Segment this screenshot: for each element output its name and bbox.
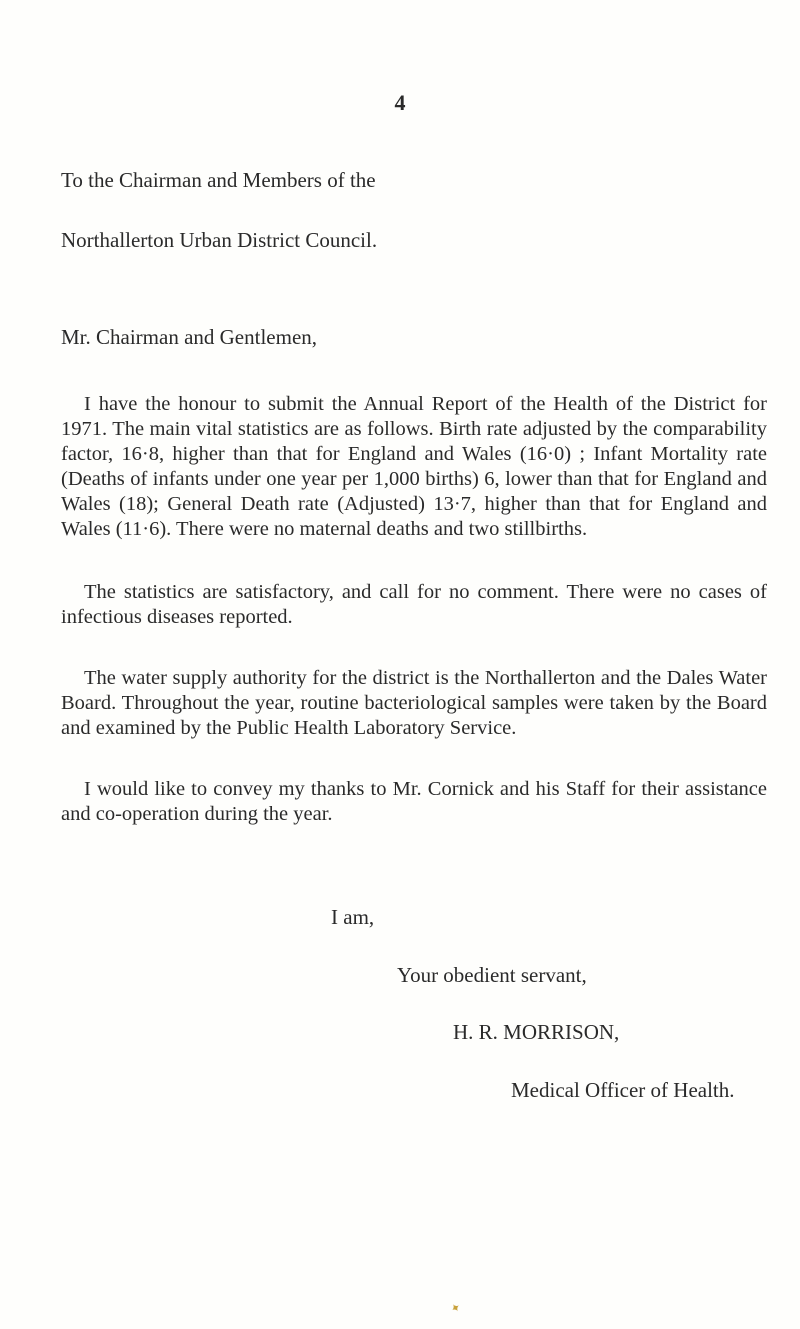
signature-name: H. R. MORRISON, xyxy=(453,1020,620,1044)
salutation: Mr. Chairman and Gentlemen, xyxy=(61,325,318,349)
signature-title: Medical Officer of Health. xyxy=(511,1078,735,1102)
page-number: 4 xyxy=(394,90,406,115)
addressee-line-2: Northallerton Urban District Council. xyxy=(61,228,378,252)
addressee-line-1: To the Chairman and Members of the xyxy=(61,168,376,192)
paragraph-thanks: I would like to convey my thanks to Mr. Cornick and his Staff for their assistance and co-operation during the year. xyxy=(61,778,767,825)
closing-i-am: I am, xyxy=(331,905,375,929)
closing-obedient-servant: Your obedient servant, xyxy=(397,963,587,987)
paragraph-water-supply: The water supply authority for the district is the Northallerton and the Dales Water Board. Throughout the year, routine bacteriological samples were taken by the Board and examined by the Public Health Laboratory Service. xyxy=(61,667,767,739)
decorative-mark-icon: ✦ xyxy=(447,1299,464,1317)
paragraph-report-summary: I have the honour to submit the Annual Report of the Health of the District for 1971. The main vital statistics are as follows. Birth rate adjusted by the comparability factor, 16·8, higher than that for England and Wales (16·0) ; Infant Mortality rate (Deaths of infants under one year per 1,000 births) 6, lower than that for England and Wales (18); General Death rate (Adjusted) 13·7, higher than that for England and Wales (11·6). There were no maternal deaths and two stillbirths. xyxy=(61,393,767,540)
paragraph-statistics-comment: The statistics are satisfactory, and call for no comment. There were no cases of infectious diseases reported. xyxy=(61,581,767,628)
